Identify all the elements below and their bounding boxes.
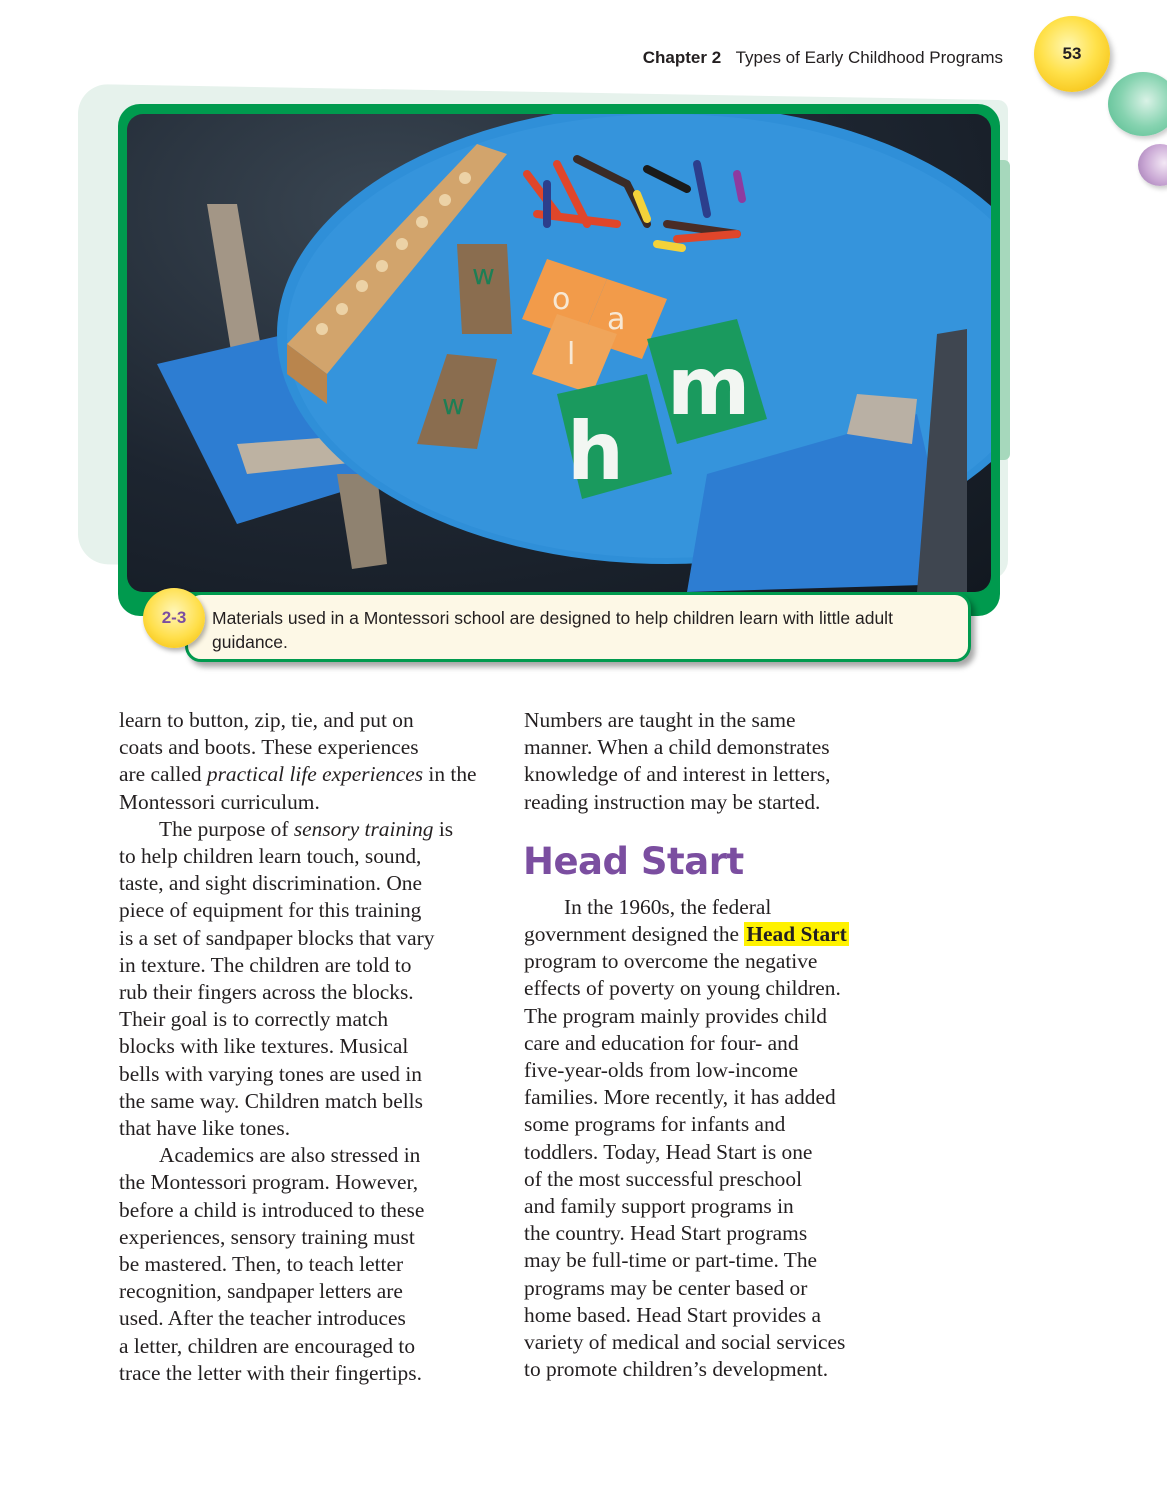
figure-caption-box (185, 592, 971, 662)
page-number: 53 (1062, 44, 1082, 63)
text-line: a letter, children are encouraged to (119, 1333, 416, 1358)
text-line: before a child is introduced to these (119, 1197, 425, 1222)
paragraph-numbers (524, 707, 896, 816)
highlighted-key-term[interactable]: Head Start (746, 922, 847, 947)
paragraph-practical-life (119, 707, 491, 816)
figure-number-badge (143, 588, 205, 648)
running-header (643, 48, 1003, 68)
text-fragment: in the (423, 762, 477, 787)
decorative-purple-bubble (1138, 144, 1167, 186)
text-line: in texture. The children are told to (119, 952, 412, 977)
italic-term: practical life experiences (206, 762, 424, 787)
left-column (119, 707, 491, 1387)
text-line: coats and boots. These experiences (119, 735, 419, 760)
svg-text:a: a (607, 302, 626, 337)
text-line: the same way. Children match bells (119, 1088, 423, 1113)
text-line: is a set of sandpaper blocks that vary (119, 925, 435, 950)
text-line: the Montessori program. However, (119, 1170, 419, 1195)
paragraph-head-start (524, 894, 896, 1384)
text-line: reading instruction may be started. (524, 789, 821, 814)
text-line: be mastered. Then, to teach letter (119, 1252, 404, 1277)
svg-text:o: o (552, 282, 571, 317)
text-line: to help children learn touch, sound, (119, 844, 422, 869)
text-line: and family support programs in (524, 1194, 794, 1219)
text-line: manner. When a child demonstrates (524, 735, 830, 760)
text-line: Their goal is to correctly match (119, 1007, 389, 1032)
svg-text:h: h (567, 405, 624, 498)
section-heading: Head Start (523, 839, 744, 883)
text-line: bells with varying tones are used in (119, 1061, 422, 1086)
text-fragment: The purpose of (159, 816, 294, 841)
paragraph-sensory-training (119, 816, 491, 1142)
text-line: Academics are also stressed in (159, 1143, 421, 1168)
text-line (524, 921, 896, 948)
text-line: Numbers are taught in the same (524, 708, 796, 732)
text-line: recognition, sandpaper letters are (119, 1279, 403, 1304)
text-line (119, 761, 491, 788)
text-line: rub their fingers across the blocks. (119, 980, 414, 1005)
text-line: piece of equipment for this training (119, 898, 422, 923)
text-line: programs may be center based or (524, 1275, 808, 1300)
text-line: trace the letter with their fingertips. (119, 1360, 422, 1385)
montessori-materials-photo (127, 114, 991, 592)
text-line: toddlers. Today, Head Start is one (524, 1139, 813, 1164)
text-line: families. More recently, it has added (524, 1085, 836, 1110)
text-line: some programs for infants and (524, 1112, 786, 1137)
text-line: experiences, sensory training must (119, 1224, 415, 1249)
svg-text:l: l (567, 337, 576, 372)
paragraph-academics (119, 1142, 491, 1387)
text-line: learn to button, zip, tie, and put on (119, 708, 414, 732)
text-line: the country. Head Start programs (524, 1221, 808, 1246)
decorative-green-bubble (1108, 72, 1167, 136)
figure-number: 2-3 (161, 608, 187, 627)
photo-illustration (127, 114, 991, 592)
text-line: that have like tones. (119, 1116, 291, 1141)
right-column (524, 707, 896, 1383)
svg-text:w: w (442, 388, 465, 421)
text-line: home based. Head Start provides a (524, 1302, 822, 1327)
text-line: of the most successful preschool (524, 1166, 803, 1191)
text-line: variety of medical and social services (524, 1330, 846, 1355)
chapter-label: Chapter 2 (642, 48, 722, 67)
text-line: program to overcome the negative (524, 949, 818, 974)
text-fragment: are called (119, 762, 207, 787)
text-line: may be full-time or part-time. The (524, 1248, 818, 1273)
text-line: blocks with like textures. Musical (119, 1034, 409, 1059)
text-line: In the 1960s, the federal (564, 894, 772, 919)
svg-text:w: w (472, 258, 495, 291)
figure-caption: Materials used in a Montessori school are designed to help children learn with little adult guidance. (212, 608, 893, 652)
text-line: effects of poverty on young children. (524, 976, 841, 1001)
text-line: care and education for four- and (524, 1030, 799, 1055)
text-line: The program mainly provides child (524, 1003, 827, 1028)
text-line: to promote children’s development. (524, 1357, 829, 1382)
text-line: taste, and sight discrimination. One (119, 871, 422, 896)
text-line: used. After the teacher introduces (119, 1306, 406, 1331)
page-number-badge (1034, 16, 1110, 92)
text-fragment: is (433, 816, 454, 841)
chapter-title: Types of Early Childhood Programs (735, 48, 1003, 67)
text-line: Montessori curriculum. (119, 789, 320, 814)
svg-text:m: m (667, 340, 751, 433)
text-line (119, 816, 491, 843)
italic-term: sensory training (293, 816, 434, 841)
text-line: knowledge of and interest in letters, (524, 762, 831, 787)
text-fragment: government designed the (524, 922, 745, 947)
text-line: five-year-olds from low-income (524, 1058, 798, 1083)
